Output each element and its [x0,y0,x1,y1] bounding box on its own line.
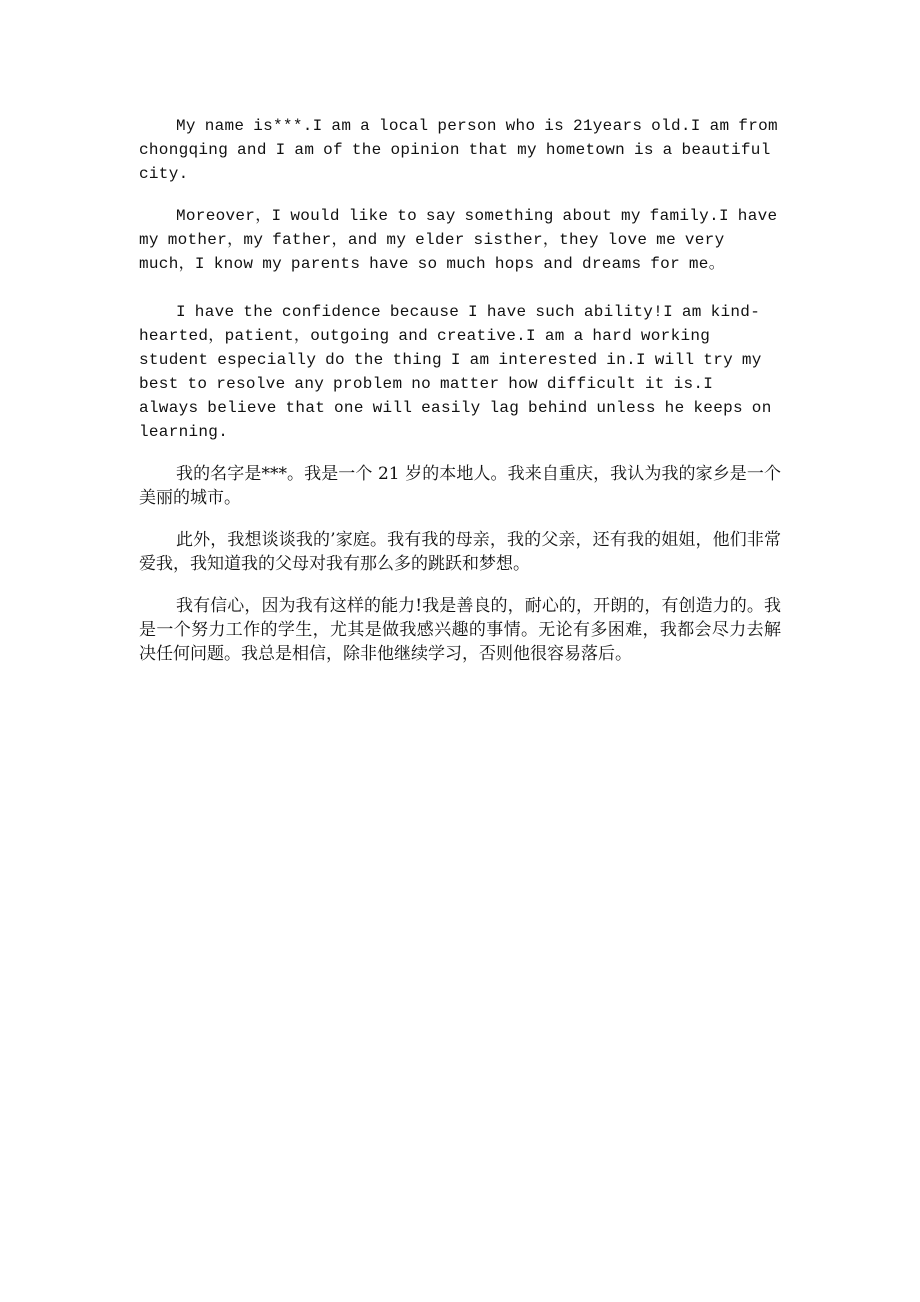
english-paragraph-personality: I have the confidence because I have such ability!I am kind-hearted，patient，outgoing and creative.I am a hard working student especially do the thing I am interested in.I will try my best to resolve any problem no matter how difficult it is.I always believe that one will easily lag behind unless he keeps on learning. [139,303,772,441]
english-paragraph-intro: My name is***.I am a local person who is 21years old.I am from chongqing and I am of the opinion that my hometown is a beautiful city. [139,117,778,183]
chinese-paragraph-family: 此外，我想谈谈我的’家庭。我有我的母亲，我的父亲，还有我的姐姐，他们非常爱我，我知道我的父母对我有那么多的跳跃和梦想。 [139,530,781,574]
english-paragraph-family: Moreover，I would like to say something about my family.I have my mother，my father，and my elder sisther，they love me very much，I know my parents have so much hops and dreams for me。 [139,207,778,273]
document-page [139,114,781,666]
chinese-paragraph-intro: 我的名字是***。我是一个 21 岁的本地人。我来自重庆，我认为我的家乡是一个美丽的城市。 [139,464,781,508]
chinese-paragraph-personality: 我有信心，因为我有这样的能力!我是善良的，耐心的，开朗的，有创造力的。我是一个努力工作的学生，尤其是做我感兴趣的事情。无论有多困难，我都会尽力去解决任何问题。我总是相信，除非他继续学习，否则他很容易落后。 [139,596,781,664]
